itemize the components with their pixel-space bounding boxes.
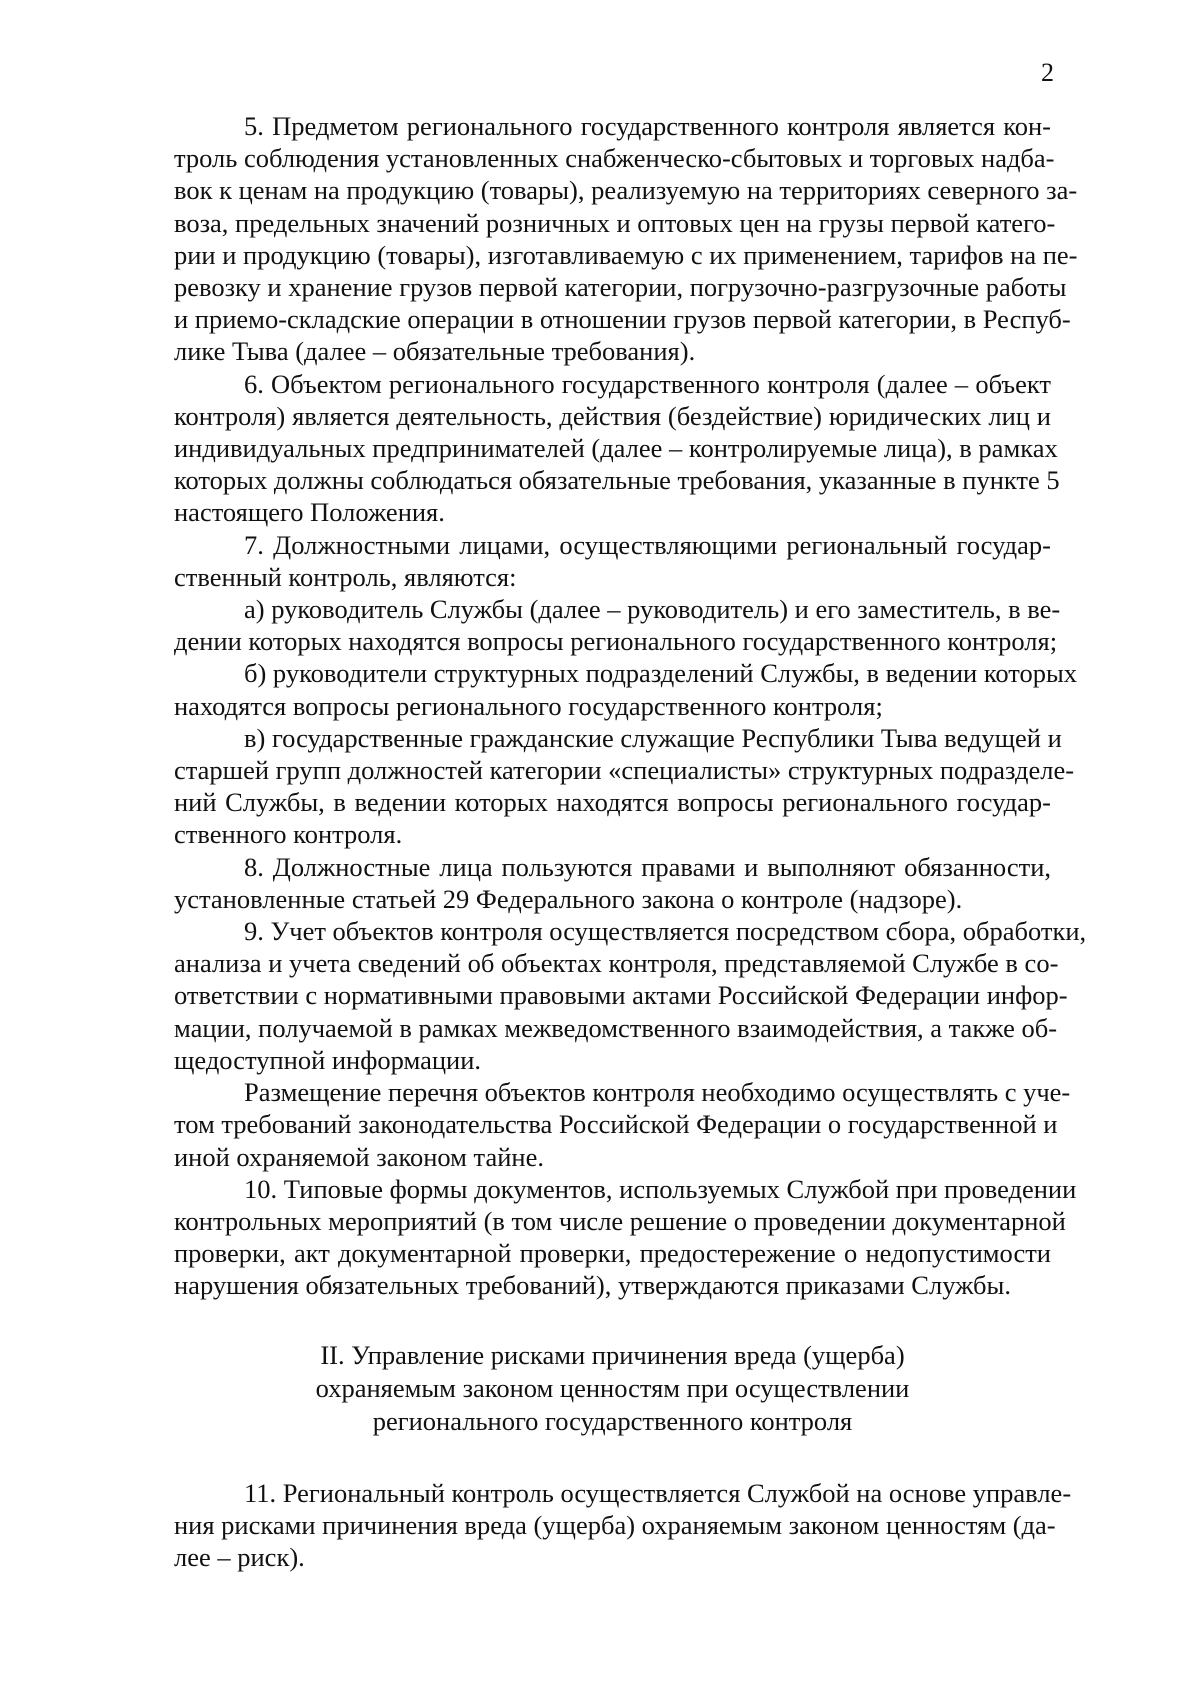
text-line: иной охраняемой законом тайне.	[174, 1141, 544, 1172]
text-line: лике Тыва (далее – обязательные требования).	[174, 336, 696, 367]
section-heading-line: охраняемым законом ценностям при осуществлении	[315, 1372, 910, 1403]
text-line: дении которых находятся вопросы регионального государственного контроля;	[174, 626, 1058, 657]
text-line: б) руководители структурных подразделений Службы, в ведении которых	[244, 658, 1078, 689]
page-number: 2	[1041, 58, 1054, 87]
text-line: ственного контроля.	[174, 819, 403, 850]
text-line: ственный контроль, являются:	[174, 561, 517, 592]
text-line: 10. Типовые формы документов, используемых Службой при проведении	[244, 1173, 1077, 1204]
document-body	[174, 110, 1087, 1573]
text-line: а) руководитель Службы (далее – руководитель) и его заместитель, в ве-	[244, 594, 1061, 625]
paragraph	[174, 1076, 1071, 1173]
text-line: и приемо-складские операции в отношении грузов первой категории, в Респуб-	[174, 304, 1071, 335]
text-line: воза, предельных значений розничных и оптовых цен на грузы первой катего-	[174, 207, 1056, 238]
text-line: настоящего Положения.	[174, 497, 445, 528]
text-line: 11. Региональный контроль осуществляется Службой на основе управле-	[244, 1477, 1072, 1508]
text-line: старшей групп должностей категории «специалисты» структурных подразделе-	[174, 755, 1075, 786]
paragraph	[174, 110, 1078, 368]
text-line: рии и продукцию (товары), изготавливаемую с их применением, тарифов на пе-	[174, 239, 1078, 270]
paragraph	[174, 722, 1075, 851]
text-line: проверки, акт документарной проверки, предостережение о недопустимости	[174, 1238, 1051, 1269]
paragraph	[174, 1173, 1077, 1302]
text-line: нарушения обязательных требований), утверждаются приказами Службы.	[174, 1270, 1011, 1301]
paragraph	[174, 915, 1087, 1076]
text-line: мации, получаемой в рамках межведомственного взаимодействия, а также об-	[174, 1012, 1058, 1043]
paragraph	[174, 368, 1060, 529]
paragraph	[174, 593, 1061, 657]
text-line: лее – риск).	[174, 1541, 305, 1572]
text-line: 6. Объектом регионального государственного контроля (далее – объект	[244, 368, 1051, 399]
text-line: ответствии с нормативными правовыми актами Российской Федерации инфор-	[174, 980, 1068, 1011]
section-heading-line: II. Управление рисками причинения вреда (ущерба)	[320, 1339, 905, 1370]
text-line: 9. Учет объектов контроля осуществляется посредством сбора, обработки,	[244, 916, 1087, 947]
text-line: которых должны соблюдаться обязательные требования, указанные в пункте 5	[174, 465, 1060, 496]
paragraphs-after-heading	[174, 1477, 1072, 1574]
section-heading	[174, 1339, 1051, 1438]
text-line: находятся вопросы регионального государственного контроля;	[174, 690, 883, 721]
text-line: контроля) является деятельность, действия (бездействие) юридических лиц и	[174, 400, 1051, 431]
paragraphs-before-heading	[174, 110, 1087, 1302]
text-line: в) государственные гражданские служащие Республики Тыва ведущей и	[244, 722, 1062, 753]
text-line: 5. Предметом регионального государственного контроля является кон-	[244, 111, 1051, 141]
text-line: ревозку и хранение грузов первой категории, погрузочно-разгрузочные работы	[174, 272, 1067, 303]
text-line: троль соблюдения установленных снабженческо-сбытовых и торговых надба-	[174, 143, 1055, 174]
text-line: ния рисками причинения вреда (ущерба) охраняемым законом ценностям (да-	[174, 1509, 1056, 1540]
text-line: 7. Должностными лицами, осуществляющими региональный государ-	[244, 529, 1051, 560]
text-line: индивидуальных предпринимателей (далее – контролируемые лица), в рамках	[174, 433, 1058, 464]
paragraph	[174, 657, 1078, 721]
text-line: установленные статьей 29 Федерального закона о контроле (надзоре).	[174, 883, 963, 914]
text-line: щедоступной информации.	[174, 1044, 482, 1075]
text-line: анализа и учета сведений об объектах контроля, представляемой Службе в со-	[174, 948, 1059, 979]
text-line: Размещение перечня объектов контроля необходимо осуществлять с уче-	[244, 1077, 1071, 1108]
text-line: вок к ценам на продукцию (товары), реализуемую на территориях северного за-	[174, 175, 1078, 206]
text-line: 8. Должностные лица пользуются правами и выполняют обязанности,	[244, 851, 1051, 882]
paragraph	[174, 851, 1051, 915]
paragraph	[174, 529, 1051, 593]
text-line: ний Службы, в ведении которых находятся вопросы регионального государ-	[174, 787, 1051, 818]
text-line: том требований законодательства Российской Федерации о государственной и	[174, 1109, 1058, 1140]
paragraph	[174, 1477, 1072, 1574]
text-line: контрольных мероприятий (в том числе решение о проведении документарной	[174, 1205, 1066, 1236]
section-heading-line: регионального государственного контроля	[372, 1405, 853, 1436]
